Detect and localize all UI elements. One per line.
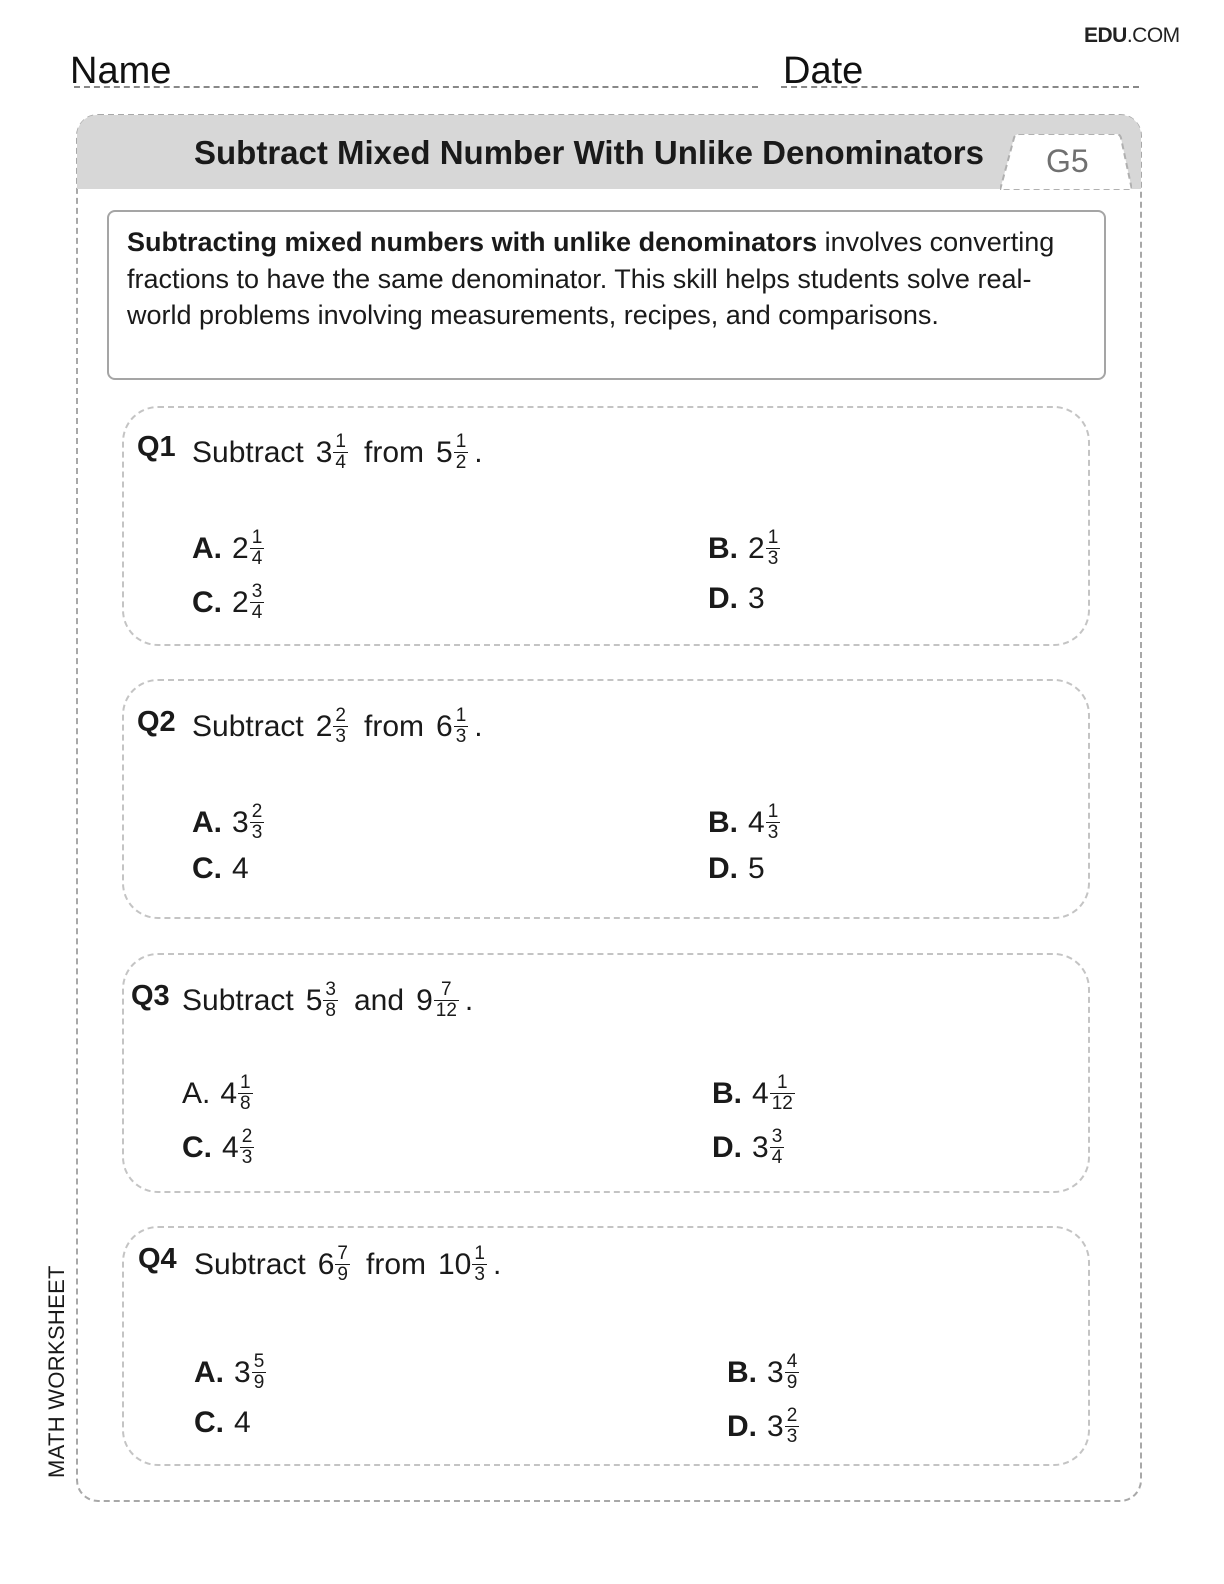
question-joiner: from bbox=[364, 435, 424, 469]
question-number: Q4 bbox=[138, 1243, 177, 1275]
option-value-whole: 3 bbox=[767, 1409, 784, 1443]
operand-a-fraction bbox=[323, 980, 338, 1021]
question-number: Q3 bbox=[131, 980, 170, 1012]
question-number: Q1 bbox=[137, 431, 176, 463]
option-value-fraction bbox=[785, 1406, 800, 1447]
operand-a-numerator: 3 bbox=[325, 979, 336, 1000]
question-text bbox=[192, 706, 483, 747]
intro-bold: Subtracting mixed numbers with unlike denominators bbox=[127, 227, 818, 257]
option-value-denominator: 3 bbox=[251, 822, 263, 843]
option-label: A. bbox=[192, 805, 222, 839]
option-b[interactable] bbox=[708, 802, 784, 843]
question-text bbox=[192, 432, 483, 473]
operand-b-denominator: 12 bbox=[435, 1000, 457, 1021]
question-text bbox=[194, 1244, 501, 1285]
operand-a-denominator: 3 bbox=[335, 726, 346, 747]
option-c[interactable] bbox=[194, 1406, 251, 1440]
option-label: C. bbox=[194, 1406, 224, 1439]
option-value-whole: 2 bbox=[748, 531, 765, 565]
option-b[interactable] bbox=[712, 1073, 799, 1114]
question-verb: Subtract bbox=[192, 709, 304, 743]
option-value-fraction bbox=[250, 582, 265, 623]
option-label: C. bbox=[192, 852, 222, 885]
option-c[interactable] bbox=[192, 582, 268, 623]
operand-b-fraction bbox=[454, 706, 469, 747]
option-label: D. bbox=[708, 852, 738, 885]
option-label: A. bbox=[192, 531, 222, 565]
option-value-numerator: 2 bbox=[786, 1405, 798, 1426]
option-value-fraction bbox=[770, 1073, 795, 1114]
question-verb: Subtract bbox=[182, 983, 294, 1017]
option-a[interactable] bbox=[192, 802, 268, 843]
option-value-denominator: 9 bbox=[253, 1372, 265, 1393]
question-number: Q2 bbox=[137, 706, 176, 738]
operand-b-numerator: 1 bbox=[474, 1243, 485, 1264]
operand-b-denominator: 3 bbox=[474, 1264, 485, 1285]
operand-b-whole: 10 bbox=[438, 1247, 472, 1281]
brand-logo: EDU.COM bbox=[1084, 24, 1180, 47]
option-value-numerator: 1 bbox=[767, 801, 779, 822]
question-verb: Subtract bbox=[192, 435, 304, 469]
intro-text: involves converting fractions to have the same denominator. This skill helps students solve real-world problems involving measurements, recipes, and comparisons. bbox=[127, 227, 1055, 330]
name-label: Name bbox=[70, 50, 172, 92]
operand-b-denominator: 3 bbox=[455, 726, 467, 747]
question-joiner: from bbox=[366, 1247, 426, 1281]
operand-a-denominator: 4 bbox=[335, 452, 346, 473]
option-value-fraction bbox=[238, 1073, 253, 1114]
date-label: Date bbox=[783, 50, 864, 92]
option-value-denominator: 3 bbox=[786, 1426, 798, 1447]
operand-b-fraction bbox=[472, 1244, 487, 1285]
operand-a-fraction bbox=[333, 432, 348, 473]
option-value-denominator: 12 bbox=[771, 1093, 793, 1114]
option-c[interactable] bbox=[182, 1127, 258, 1168]
option-value-denominator: 3 bbox=[767, 548, 779, 569]
operand-b-numerator: 1 bbox=[455, 705, 467, 726]
option-value-numerator: 5 bbox=[253, 1351, 265, 1372]
worksheet-title: Subtract Mixed Number With Unlike Denominators bbox=[194, 134, 984, 171]
name-field-line[interactable] bbox=[74, 86, 758, 88]
option-label: D. bbox=[712, 1130, 742, 1164]
operand-a-whole: 3 bbox=[315, 435, 333, 469]
question-text bbox=[182, 980, 473, 1021]
question-verb: Subtract bbox=[194, 1247, 306, 1281]
option-value-numerator: 4 bbox=[786, 1351, 798, 1372]
operand-a-fraction bbox=[333, 706, 348, 747]
option-label: A. bbox=[182, 1076, 211, 1110]
option-value-fraction bbox=[240, 1127, 255, 1168]
option-value-denominator: 9 bbox=[786, 1372, 798, 1393]
option-label: B. bbox=[708, 531, 738, 565]
operand-a-whole: 2 bbox=[315, 709, 333, 743]
option-label: C. bbox=[182, 1130, 212, 1164]
operand-b-numerator: 7 bbox=[441, 979, 452, 1000]
option-label: B. bbox=[727, 1355, 757, 1389]
operand-b-fraction bbox=[434, 980, 459, 1021]
question-end: . bbox=[474, 435, 483, 469]
option-value-fraction bbox=[250, 528, 265, 569]
option-value-whole: 3 bbox=[232, 805, 249, 839]
option-value-whole: 3 bbox=[752, 1130, 769, 1164]
operand-a-numerator: 7 bbox=[337, 1243, 348, 1264]
option-value-fraction bbox=[766, 802, 781, 843]
option-value-numerator: 2 bbox=[251, 801, 263, 822]
intro-box bbox=[107, 210, 1106, 380]
grade-badge: G5 bbox=[1046, 143, 1089, 179]
option-label: B. bbox=[708, 805, 738, 839]
operand-a-numerator: 2 bbox=[335, 705, 346, 726]
option-b[interactable] bbox=[708, 528, 784, 569]
option-value-fraction bbox=[766, 528, 781, 569]
option-value-whole: 4 bbox=[748, 805, 765, 839]
option-value-numerator: 3 bbox=[771, 1126, 783, 1147]
option-value-denominator: 4 bbox=[251, 602, 263, 623]
option-value-fraction bbox=[770, 1127, 785, 1168]
option-value-numerator: 1 bbox=[776, 1072, 788, 1093]
option-d[interactable] bbox=[712, 1127, 788, 1168]
option-value-denominator: 4 bbox=[251, 548, 263, 569]
option-value-denominator: 3 bbox=[241, 1147, 253, 1168]
side-label: MATH WORKSHEET bbox=[44, 1265, 69, 1478]
option-label: A. bbox=[194, 1355, 224, 1389]
operand-b-denominator: 2 bbox=[455, 452, 467, 473]
option-value-whole: 4 bbox=[234, 1406, 251, 1439]
option-a[interactable] bbox=[192, 528, 268, 569]
operand-a-whole: 5 bbox=[305, 983, 323, 1017]
option-value-whole: 4 bbox=[222, 1130, 239, 1164]
operand-a-denominator: 9 bbox=[337, 1264, 348, 1285]
option-value-numerator: 1 bbox=[251, 527, 263, 548]
option-value-fraction bbox=[252, 1352, 267, 1393]
operand-a-numerator: 1 bbox=[335, 431, 346, 452]
option-value-numerator: 2 bbox=[241, 1126, 253, 1147]
option-value-fraction bbox=[250, 802, 265, 843]
option-label: D. bbox=[708, 582, 738, 615]
operand-b-whole: 6 bbox=[436, 709, 453, 743]
option-value-whole: 4 bbox=[232, 852, 249, 885]
option-value-denominator: 3 bbox=[767, 822, 779, 843]
operand-a-whole: 6 bbox=[317, 1247, 335, 1281]
question-end: . bbox=[464, 983, 474, 1017]
option-d[interactable] bbox=[708, 852, 765, 886]
option-b[interactable] bbox=[727, 1352, 803, 1393]
operand-b-numerator: 1 bbox=[455, 431, 467, 452]
option-value-whole: 3 bbox=[234, 1355, 251, 1389]
question-joiner: from bbox=[364, 709, 424, 743]
option-label: D. bbox=[727, 1409, 757, 1443]
option-value-whole: 2 bbox=[232, 585, 249, 619]
operand-b-whole: 5 bbox=[436, 435, 453, 469]
option-value-fraction bbox=[785, 1352, 800, 1393]
option-value-denominator: 8 bbox=[240, 1093, 251, 1114]
option-value-numerator: 1 bbox=[240, 1072, 251, 1093]
option-label: C. bbox=[192, 585, 222, 619]
operand-a-denominator: 8 bbox=[325, 1000, 336, 1021]
option-value-numerator: 3 bbox=[251, 581, 263, 602]
operand-b-whole: 9 bbox=[416, 983, 433, 1017]
option-value-whole: 2 bbox=[232, 531, 249, 565]
option-d[interactable] bbox=[708, 582, 765, 616]
option-a[interactable] bbox=[182, 1073, 257, 1114]
option-value-whole: 4 bbox=[220, 1076, 238, 1110]
operand-b-fraction bbox=[454, 432, 469, 473]
option-value-whole: 5 bbox=[748, 852, 765, 885]
option-c[interactable] bbox=[192, 852, 249, 886]
option-value-denominator: 4 bbox=[771, 1147, 783, 1168]
option-value-numerator: 1 bbox=[767, 527, 779, 548]
option-label: B. bbox=[712, 1076, 742, 1110]
question-joiner: and bbox=[354, 983, 405, 1017]
date-field-line[interactable] bbox=[781, 86, 1139, 88]
question-end: . bbox=[492, 1247, 502, 1281]
option-value-whole: 3 bbox=[767, 1355, 784, 1389]
option-value-whole: 4 bbox=[752, 1076, 769, 1110]
option-d[interactable] bbox=[727, 1406, 803, 1447]
option-a[interactable] bbox=[194, 1352, 270, 1393]
operand-a-fraction bbox=[335, 1244, 350, 1285]
question-end: . bbox=[474, 709, 483, 743]
option-value-whole: 3 bbox=[748, 582, 765, 615]
